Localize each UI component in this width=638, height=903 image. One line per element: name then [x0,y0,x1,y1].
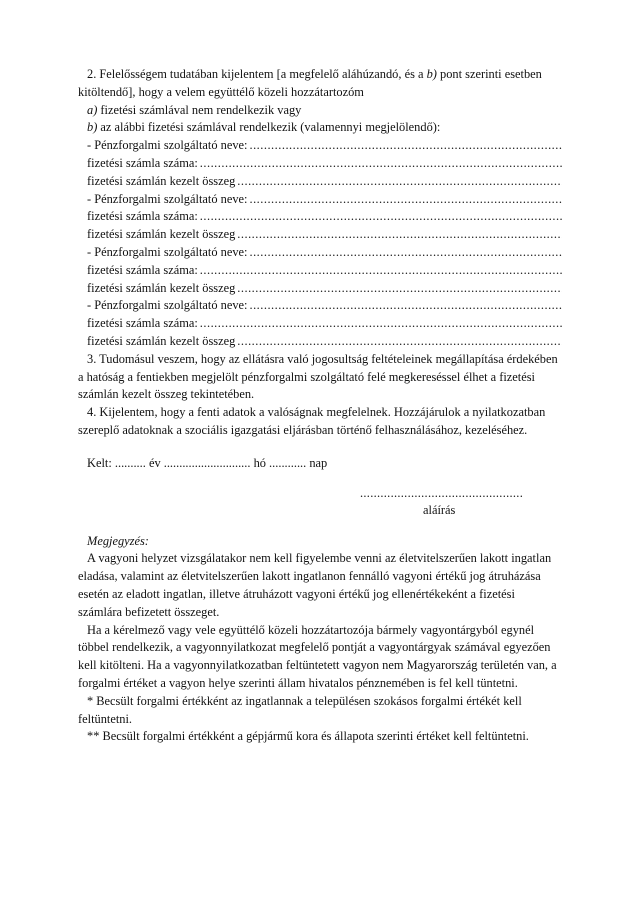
section-2-intro-text: 2. Felelősségem tudatában kijelentem [a megfelelő aláhúzandó, és a [87,67,427,81]
provider-name-label: - Pénzforgalmi szolgáltató neve: [87,138,248,153]
section-4: 4. Kijelentem, hogy a fenti adatok a valóságnak megfelelnek. Hozzájárulok a nyilatkozatban szereplő adatoknak a szociális igazgatási eljárásban történő felhasználásához, kezeléséhez. [78,405,546,437]
dotted-fill [249,244,562,262]
note-paragraph-1: A vagyoni helyzet vizsgálatakor nem kell figyelembe venni az életvitelszerűen lakott ingatlan eladása, valamint az életvitelszerűen lakott ingatlanon fennálló vagyoni értékű jog átruházása esetén az eladott ingatlan, illetve átruházott vagyoni értékű jog ellenértékeként a fizetési számlára befizetett összeget. [78,551,552,619]
provider-name-field[interactable] [78,191,562,209]
option-a-text: fizetési számlával nem rendelkezik vagy [97,102,302,117]
account-amount-label: fizetési számlán kezelt összeg [87,227,236,242]
dotted-fill [200,315,562,333]
account-number-label: fizetési számla száma: [87,262,198,277]
provider-name-field[interactable] [78,297,562,315]
account-number-field[interactable] [78,262,562,280]
section-3: 3. Tudomásul veszem, hogy az ellátásra való jogosultság feltételeinek megállapítása érdekében a hatóság a fentiekben megjelölt pénzforgalmi szolgáltató felé megkereséssel élhet a fizetési számlán kezelt összeg tekintetében. [78,351,558,402]
account-group-1 [78,137,562,190]
account-amount-label: fizetési számlán kezelt összeg [87,173,236,188]
account-number-label: fizetési számla száma: [87,209,198,224]
account-amount-field[interactable] [78,226,562,244]
dotted-fill [237,333,562,351]
option-b-marker: b) [87,120,98,135]
dotted-fill [237,280,562,298]
account-amount-label: fizetési számlán kezelt összeg [87,333,236,348]
account-number-field[interactable] [78,155,562,173]
account-number-label: fizetési számla száma: [87,155,198,170]
account-amount-field[interactable] [78,173,562,191]
section-2-intro [78,66,562,102]
provider-name-field[interactable] [78,244,562,262]
provider-name-label: - Pénzforgalmi szolgáltató neve: [87,244,248,259]
note-paragraph-3: * Becsült forgalmi értékként az ingatlannak a településen szokásos forgalmi értékét kell feltüntetni. [78,693,522,726]
account-amount-label: fizetési számlán kezelt összeg [87,280,236,295]
section-2-b-marker: b) [426,67,437,81]
dotted-fill [249,297,562,315]
account-group-4 [78,297,562,350]
note-paragraph-4: ** Becsült forgalmi értékként a gépjármű kora és állapota szerinti értéket kell feltüntetni. [87,729,529,744]
dotted-fill [200,262,562,280]
signature-line[interactable]: ................................................ [360,485,524,500]
option-a-marker: a) [87,102,98,117]
signature-label: aláírás [423,502,456,517]
provider-name-field[interactable] [78,137,562,155]
notes-title: Megjegyzés: [87,533,149,548]
account-number-field[interactable] [78,315,562,333]
option-b-text: az alábbi fizetési számlával rendelkezik (valamennyi megjelölendő): [97,120,441,135]
section-2-intro-text-end: pont szerinti esetben kitöltendő], hogy a velem együttélő közeli hozzátartozóm [78,67,542,99]
provider-name-label: - Pénzforgalmi szolgáltató neve: [87,191,248,206]
date-line[interactable]: Kelt: .......... év ............................ hó ............ nap [87,455,328,470]
provider-name-label: - Pénzforgalmi szolgáltató neve: [87,298,248,313]
dotted-fill [237,226,562,244]
document-page [78,66,562,746]
account-group-3 [78,244,562,297]
option-a [78,102,562,120]
account-amount-field[interactable] [78,333,562,351]
account-group-2 [78,191,562,244]
dotted-fill [237,173,562,191]
dotted-fill [249,191,562,209]
dotted-fill [200,155,562,173]
account-number-label: fizetési számla száma: [87,316,198,331]
account-number-field[interactable] [78,208,562,226]
option-b [78,119,562,137]
dotted-fill [249,137,562,155]
dotted-fill [200,208,562,226]
account-amount-field[interactable] [78,280,562,298]
note-paragraph-2: Ha a kérelmező vagy vele együttélő közeli hozzátartozója bármely vagyontárgyból egynél többel rendelkezik, a vagyonnyilatkozat megfelelő pontját a vagyontárgyak számával egyezően kell kitölteni. Ha a vagyonnyilatkozatban feltüntetett vagyon nem Magyarország területén van, a forgalmi értéket a vagyon helye szerinti állam hivatalos pénznemében is fel kell tüntetni. [78,622,557,690]
